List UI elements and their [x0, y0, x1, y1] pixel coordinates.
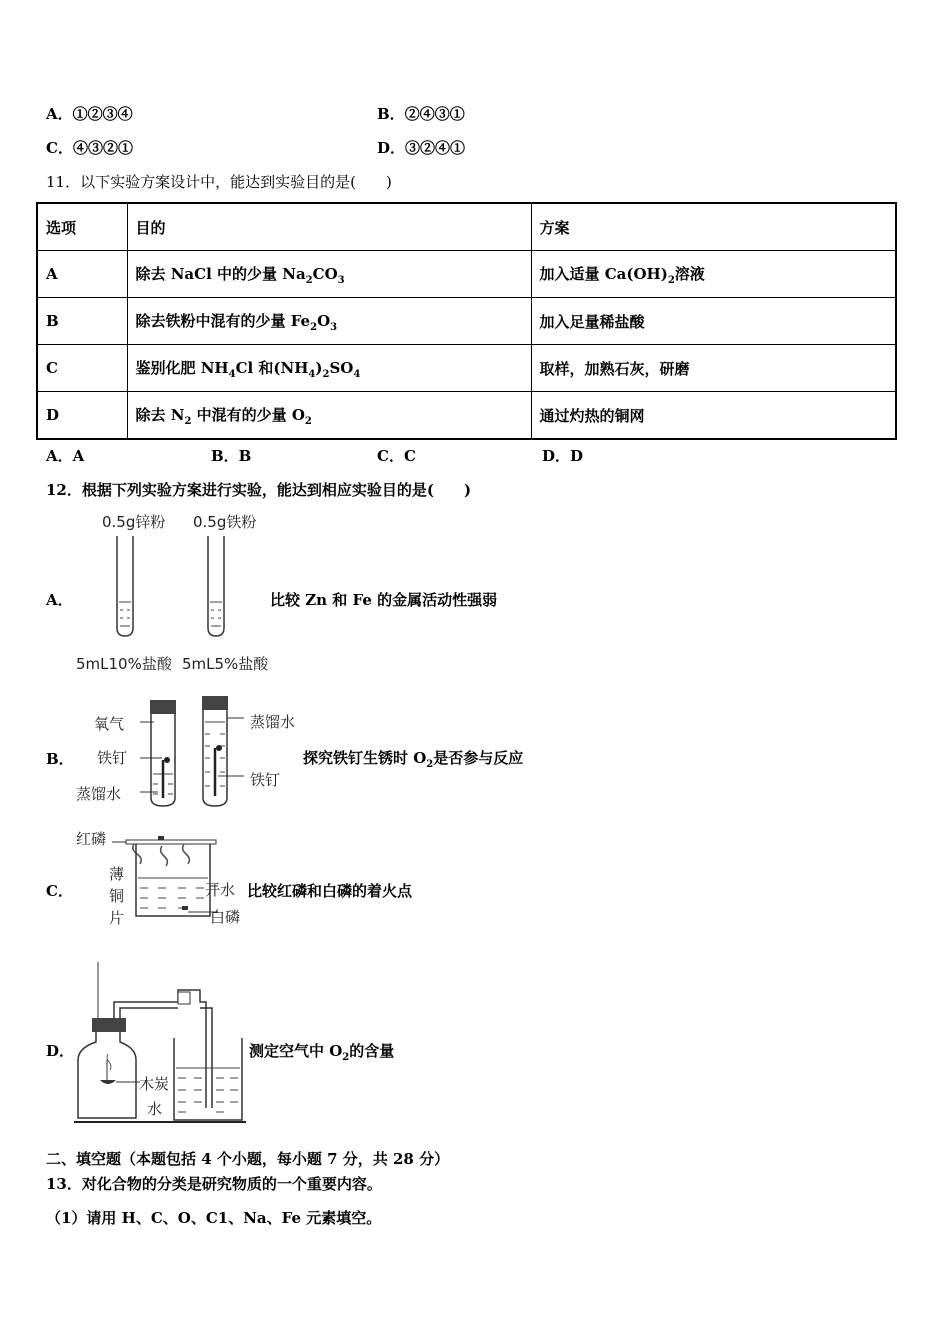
q12-b-letter: B．: [46, 750, 74, 768]
label-charcoal: 木炭: [139, 1075, 170, 1093]
label-acid-5: 5mL5%盐酸: [182, 655, 269, 673]
q12-c-letter: C．: [46, 882, 73, 900]
label-zinc-powder: 0.5g锌粉: [102, 513, 166, 531]
row-plan: 加入足量稀盐酸: [531, 298, 896, 345]
table-header-row: [37, 203, 896, 251]
header-plan: 方案: [531, 203, 896, 251]
q11-answer-c: C．C: [377, 447, 416, 465]
q12-stem: 12．根据下列实验方案进行实验，能达到相应实验目的是( ): [46, 481, 472, 499]
rust-tubes-diagram: [140, 694, 250, 814]
row-option: B: [37, 298, 127, 345]
label-water: 水: [147, 1100, 163, 1118]
q12-b-goal: 探究铁钉生锈时 $O_2$是否参与反应: [303, 749, 524, 770]
label-copper-sheet-1: 薄: [109, 865, 125, 883]
row-plan: 取样，加熟石灰，研磨: [531, 345, 896, 392]
label-hot-water: 开水: [205, 881, 236, 899]
header-option: 选项: [37, 203, 127, 251]
table-row: [37, 392, 896, 440]
table-row: [37, 345, 896, 392]
q11-table: [36, 202, 897, 440]
label-red-phosphorus: 红磷: [76, 830, 107, 848]
row-plan: 加入适量 $Ca(OH)_2$溶液: [531, 251, 896, 298]
q12-a-goal: 比较 Zn 和 Fe 的金属活动性强弱: [270, 591, 498, 609]
label-iron-powder: 0.5g铁粉: [193, 513, 257, 531]
beaker-phosphorus-diagram: [112, 834, 222, 924]
q11-answer-a: A．A: [46, 447, 85, 465]
q11-answer-b: B．B: [211, 447, 252, 465]
label-copper-sheet-2: 铜: [109, 887, 125, 905]
row-option: A: [37, 251, 127, 298]
q13-stem: 13．对化合物的分类是研究物质的一个重要内容。: [46, 1175, 382, 1193]
label-copper-sheet-3: 片: [109, 909, 125, 927]
label-iron-nail-1: 铁钉: [97, 749, 128, 767]
label-distilled-water-1: 蒸馏水: [76, 785, 122, 803]
label-acid-10: 5mL10%盐酸: [76, 655, 172, 673]
q12-d-letter: D．: [46, 1042, 75, 1060]
q13-sub1: （1）请用 H、C、O、C1、Na、Fe 元素填空。: [46, 1209, 382, 1227]
q10-option-a: A．①②③④: [46, 105, 133, 123]
label-distilled-water-2: 蒸馏水: [250, 713, 296, 731]
header-goal: 目的: [127, 203, 531, 251]
q12-a-letter: A．: [46, 591, 73, 609]
row-option: C: [37, 345, 127, 392]
q10-option-d: D．③②④①: [377, 139, 466, 157]
q10-option-c: C．④③②①: [46, 139, 133, 157]
label-iron-nail-2: 铁钉: [250, 771, 281, 789]
q12-c-goal: 比较红磷和白磷的着火点: [247, 882, 413, 900]
row-goal: 鉴别化肥 $NH_4Cl$ 和$(NH_4)_2SO_4$: [127, 345, 531, 392]
row-goal: 除去 NaCl 中的少量 $Na_2CO_3$: [127, 251, 531, 298]
q11-answer-d: D．D: [542, 447, 584, 465]
label-white-phosphorus: 白磷: [210, 908, 241, 926]
air-oxygen-apparatus-diagram: [74, 962, 254, 1127]
row-goal: 除去铁粉中混有的少量 $Fe_2O_3$: [127, 298, 531, 345]
q12-d-goal: 测定空气中 $O_2$的含量: [249, 1042, 395, 1063]
q11-stem: 11．以下实验方案设计中，能达到实验目的是( ): [46, 173, 392, 191]
row-option: D: [37, 392, 127, 440]
section-2-title: 二、填空题（本题包括 4 个小题，每小题 7 分，共 28 分）: [46, 1150, 450, 1168]
table-row: [37, 298, 896, 345]
label-oxygen: 氧气: [94, 715, 125, 733]
row-goal: 除去 $N_2$ 中混有的少量 $O_2$: [127, 392, 531, 440]
q10-option-b: B．②④③①: [377, 105, 465, 123]
row-plan: 通过灼热的铜网: [531, 392, 896, 440]
table-row: [37, 251, 896, 298]
